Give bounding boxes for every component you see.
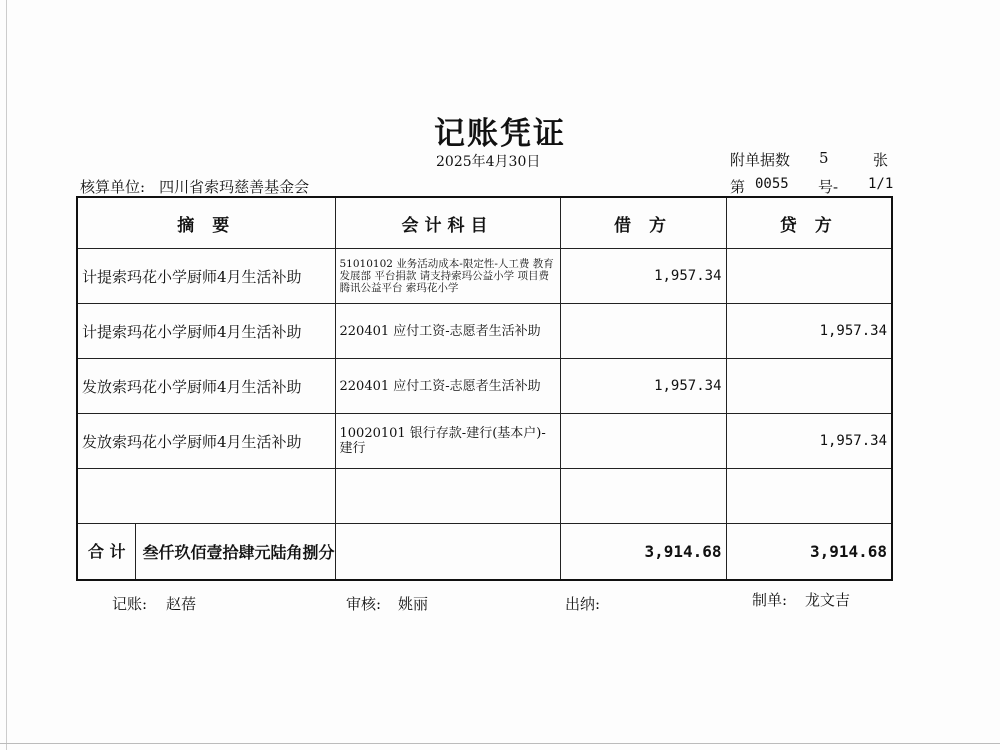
- row-summary: 计提索玛花小学厨师4月生活补助: [77, 249, 335, 304]
- voucher-date: 2025年4月30日: [436, 154, 541, 170]
- row-summary: 发放索玛花小学厨师4月生活补助: [77, 414, 335, 469]
- voucher-number-value: 0055: [755, 176, 789, 192]
- row-credit: 1,957.34: [726, 304, 892, 359]
- bookkeeper-name: 赵蓓: [166, 595, 197, 613]
- row-credit: 1,957.34: [726, 414, 892, 469]
- header-credit: 贷 方: [726, 197, 892, 249]
- total-cell: [77, 524, 335, 581]
- table-row: [77, 304, 892, 359]
- scan-edge-bottom: [0, 743, 1000, 744]
- total-row: [77, 524, 892, 581]
- table-row: [77, 414, 892, 469]
- accounting-unit: [80, 176, 309, 197]
- row-credit: [726, 469, 892, 524]
- attachments-info: [730, 149, 889, 170]
- total-amount-words: 叁仟玖佰壹拾肆元陆角捌分: [142, 543, 335, 562]
- ledger-table: [76, 196, 893, 581]
- attachments-count: 5: [819, 149, 829, 167]
- header-row: [77, 197, 892, 249]
- attachments-unit: 张: [873, 151, 889, 169]
- row-account: 10020101 银行存款-建行(基本户)-建行: [335, 414, 560, 469]
- row-account: 220401 应付工资-志愿者生活补助: [335, 304, 560, 359]
- bookkeeper-label: 记账:: [112, 595, 148, 613]
- row-summary: 发放索玛花小学厨师4月生活补助: [77, 359, 335, 414]
- voucher-number-prefix: 第: [730, 178, 746, 196]
- row-credit: [726, 359, 892, 414]
- total-debit: 3,914.68: [560, 524, 726, 581]
- row-credit: [726, 249, 892, 304]
- preparer-label: 制单:: [752, 591, 788, 609]
- table-row-empty: [77, 469, 892, 524]
- header-debit: 借 方: [560, 197, 726, 249]
- row-debit: [560, 414, 726, 469]
- cashier-label: 出纳:: [565, 595, 601, 613]
- row-summary: [77, 469, 335, 524]
- row-summary: 计提索玛花小学厨师4月生活补助: [77, 304, 335, 359]
- row-account: [335, 469, 560, 524]
- row-account: 220401 应付工资-志愿者生活补助: [335, 359, 560, 414]
- row-debit: 1,957.34: [560, 249, 726, 304]
- preparer-name: 龙文吉: [805, 591, 851, 609]
- attachments-label: 附单据数: [730, 151, 791, 169]
- table-row: [77, 359, 892, 414]
- total-label: 合 计: [78, 524, 136, 579]
- voucher-title: 记账凭证: [434, 116, 566, 152]
- total-account-cell: [335, 524, 560, 581]
- header-summary: 摘 要: [77, 197, 335, 249]
- voucher-number: [730, 176, 894, 197]
- voucher-page: 1/1: [868, 176, 894, 192]
- table-row: [77, 249, 892, 304]
- reviewer-name: 姚丽: [398, 595, 429, 613]
- reviewer-label: 审核:: [346, 595, 382, 613]
- unit-name: 四川省索玛慈善基金会: [159, 178, 310, 196]
- header-account: 会计科目: [335, 197, 560, 249]
- row-debit: 1,957.34: [560, 359, 726, 414]
- total-credit: 3,914.68: [726, 524, 892, 581]
- row-debit: [560, 469, 726, 524]
- voucher-number-suffix: 号-: [818, 178, 839, 196]
- unit-label: 核算单位:: [80, 178, 146, 196]
- row-debit: [560, 304, 726, 359]
- row-account: 51010102 业务活动成本-限定性-人工费 教育发展部 平台捐款 请支持索玛公益小学 项目费 腾讯公益平台 索玛花小学: [335, 249, 560, 304]
